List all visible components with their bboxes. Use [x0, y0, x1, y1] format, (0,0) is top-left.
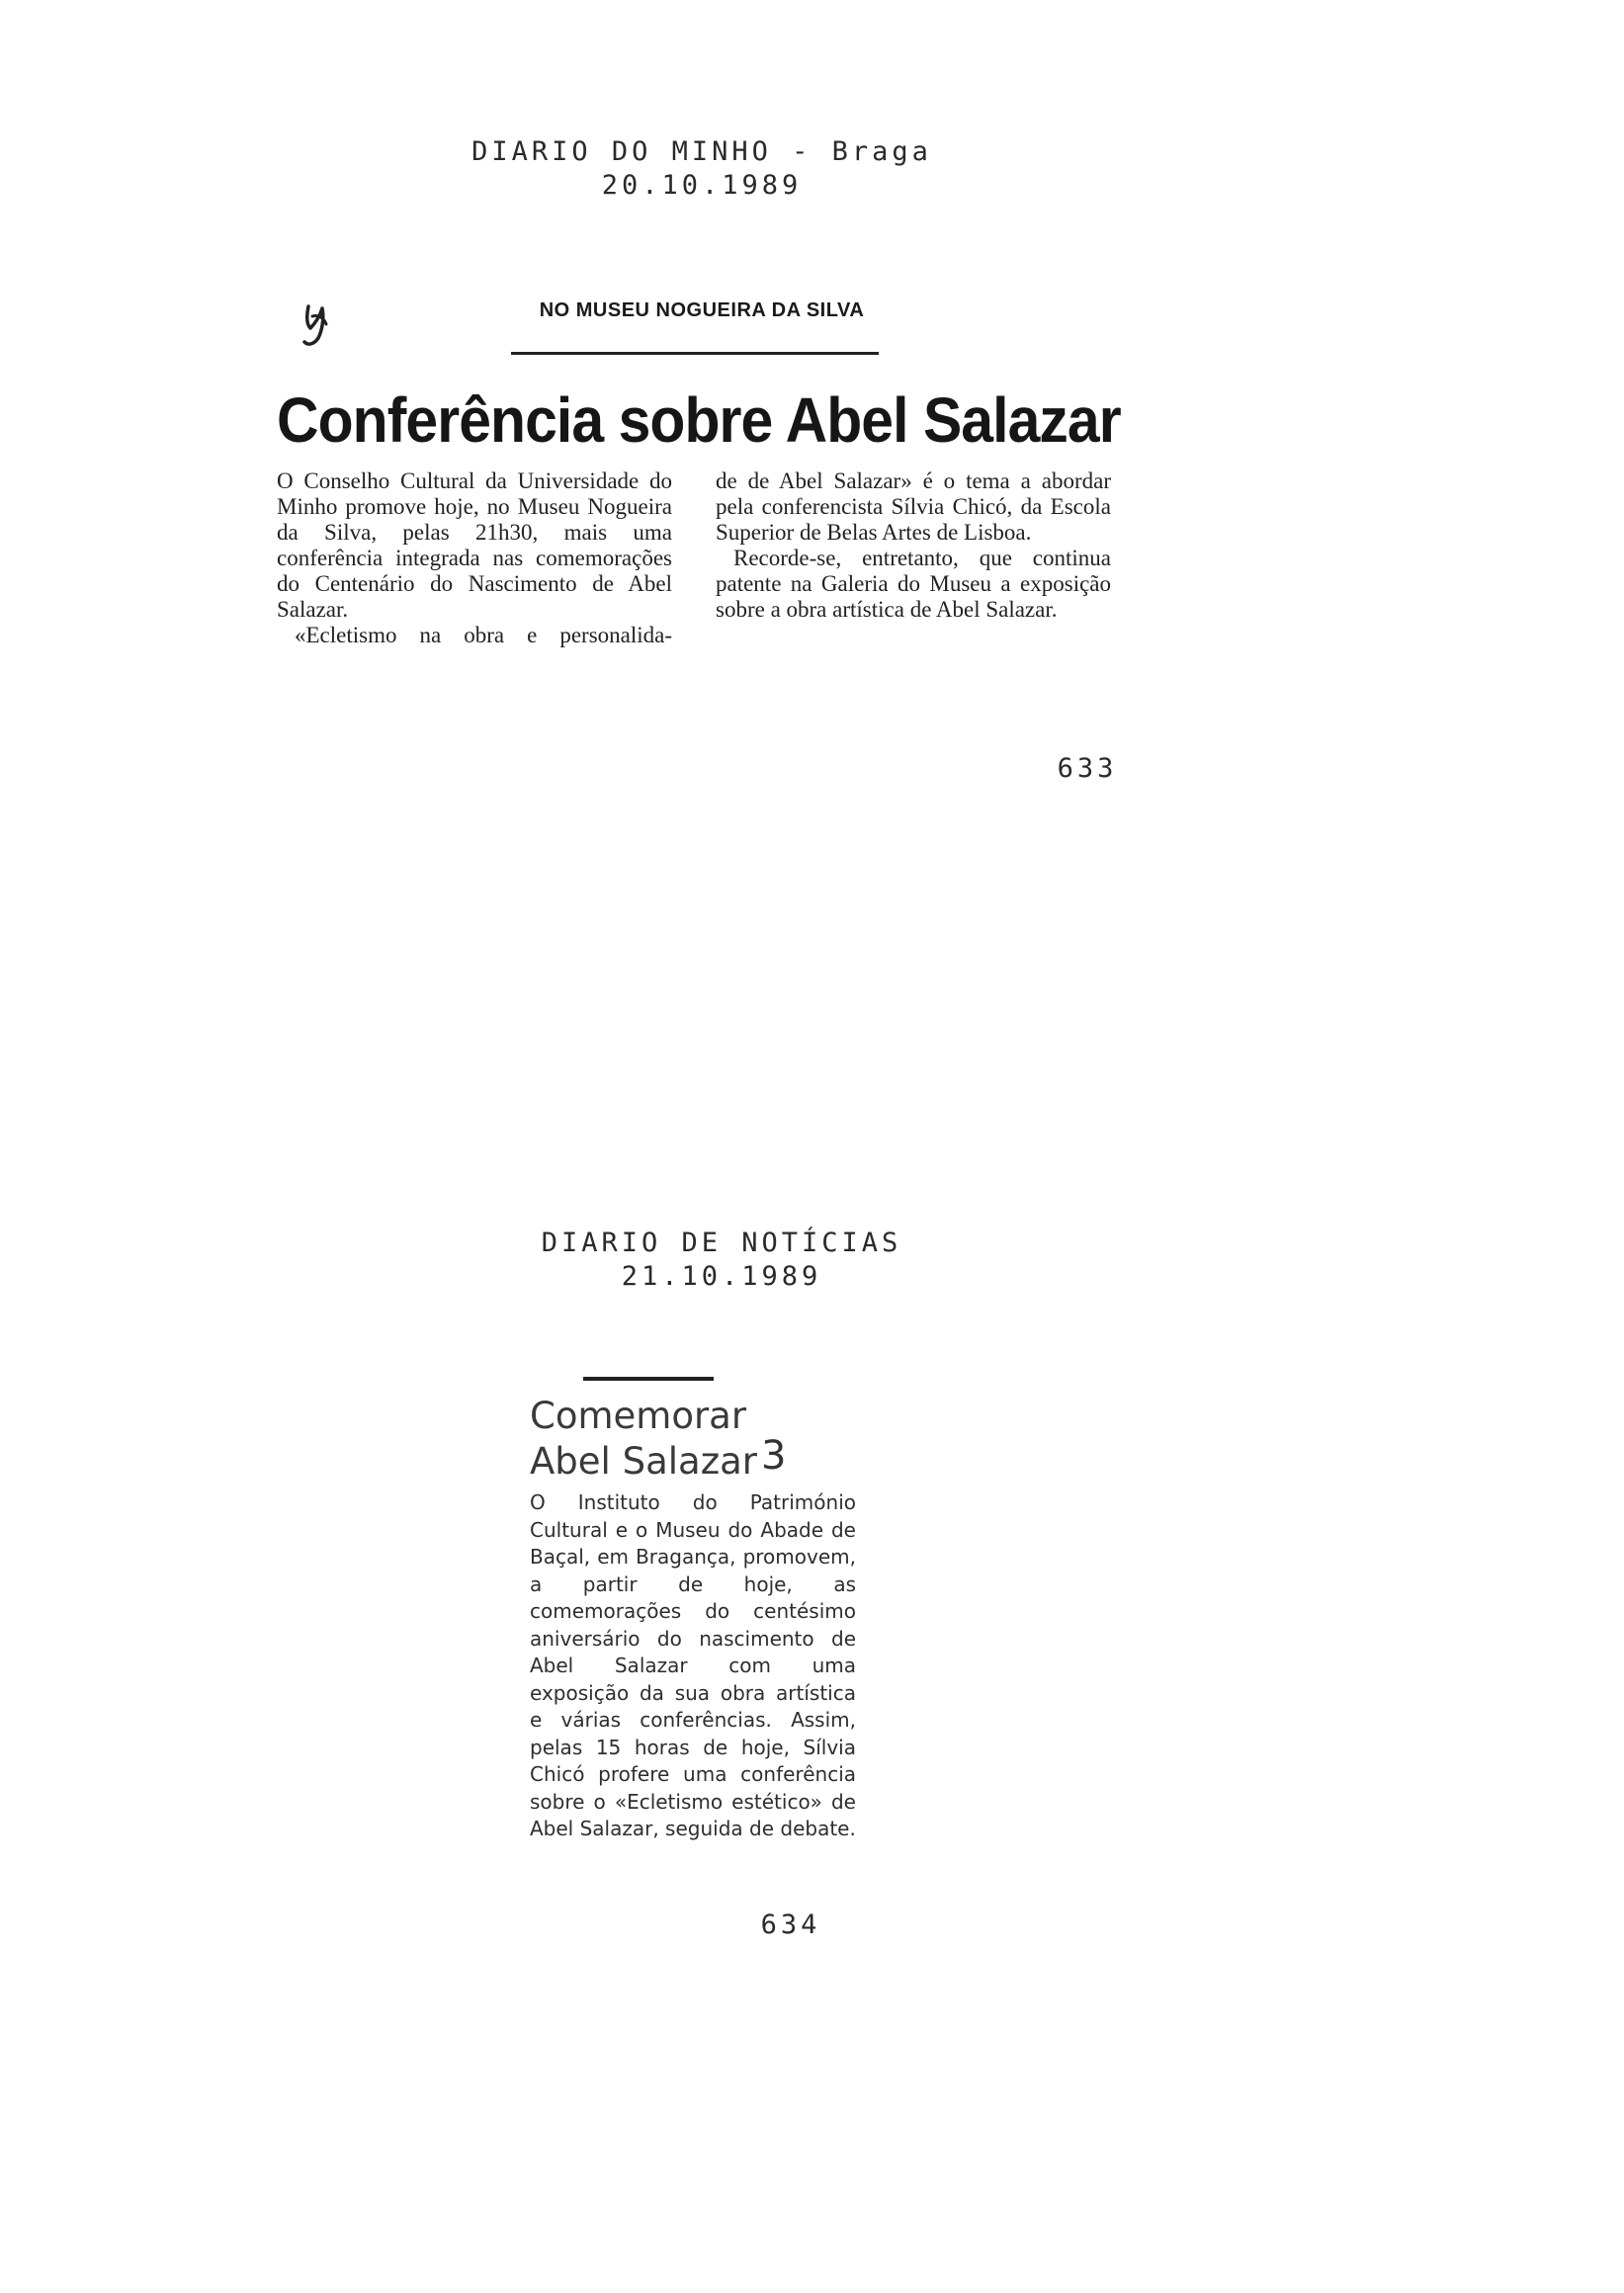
page-number: 634 [760, 1910, 821, 1940]
headline-line: Comemorar [530, 1395, 747, 1437]
article-paragraph: Recorde-se, entretanto, que continua patente na Galeria do Museu a exposição sobre a obra artística de Abel Salazar. [716, 546, 1111, 622]
article-body: O Instituto do Património Cultural e o Museu do Abade de Baçal, em Bragança, promovem, a partir de hoje, as comemorações do centésimo aniversário do nascimento de Abel Salazar com uma exposição da sua obra artística e várias conferências. Assim, pelas 15 horas de hoje, Sílvia Chicó profere uma conferência sobre o «Ecletismo estético» de Abel Salazar, seguida de debate. [530, 1490, 856, 1840]
clipping-source: DIARIO DE NOTÍCIAS [541, 1228, 902, 1258]
handwritten-mark-icon [297, 297, 356, 356]
article-headline [530, 1394, 925, 1485]
article-paragraph: de de Abel Salazar» é o tema a abordar pela conferencista Sílvia Chicó, da Escola Superior de Belas Artes de Lisboa. [716, 468, 1111, 545]
article-kicker: NO MUSEU NOGUEIRA DA SILVA [539, 299, 865, 321]
kicker-rule [511, 352, 879, 355]
article-paragraph: O Conselho Cultural da Universidade do Minho promove hoje, no Museu Nogueira da Silva, pelas 21h30, mais uma conferência integrada nas comemorações do Centenário do Nascimento de Abel Salazar. [277, 468, 672, 622]
article-column-2 [716, 468, 1111, 623]
clipping-source: DIARIO DO MINHO - Braga [471, 136, 932, 167]
headline-line: Abel Salazar [530, 1440, 758, 1483]
page-number: 633 [1057, 753, 1118, 784]
article-headline: Conferência sobre Abel Salazar [277, 384, 1121, 456]
article-column-1 [277, 468, 672, 648]
clipping-date: 20.10.1989 [601, 170, 803, 201]
headline-rule [583, 1377, 714, 1381]
clipping-date: 21.10.1989 [621, 1261, 822, 1292]
article-paragraph: «Ecletismo na obra e personalida- [295, 623, 672, 647]
handwritten-numeral: 3 [761, 1433, 787, 1479]
